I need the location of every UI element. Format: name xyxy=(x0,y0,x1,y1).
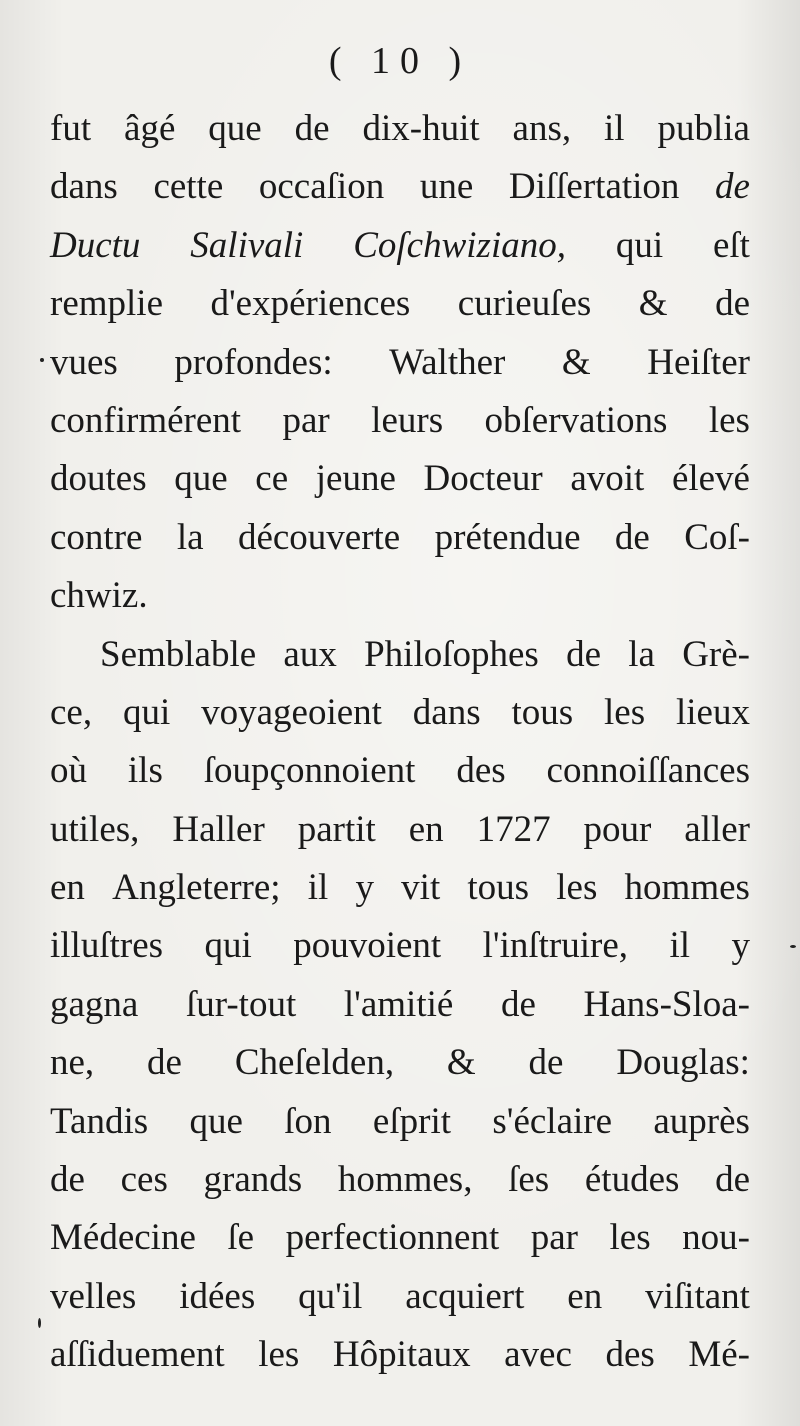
word: hommes xyxy=(624,867,750,909)
text-line xyxy=(50,801,750,859)
word: Coſ- xyxy=(684,516,750,558)
word: acquiert xyxy=(405,1275,525,1317)
word: dix-huit xyxy=(362,108,480,149)
text-line xyxy=(50,1151,750,1209)
word: qu'il xyxy=(298,1275,363,1317)
text-line xyxy=(50,976,750,1034)
word: avec xyxy=(504,1334,572,1376)
word: de xyxy=(715,166,750,208)
word: aux xyxy=(283,633,337,675)
word: Semblable xyxy=(100,633,257,675)
word: contre xyxy=(50,516,143,558)
word: ans, xyxy=(512,108,572,149)
word: en xyxy=(50,867,85,909)
word: ce, xyxy=(50,691,93,733)
word: âgé xyxy=(124,108,176,149)
word: dans xyxy=(412,691,481,733)
text-line xyxy=(50,1209,750,1267)
text-line xyxy=(50,1268,750,1326)
text-line xyxy=(50,626,750,684)
word: de xyxy=(500,983,536,1025)
word: 1727 xyxy=(476,808,551,850)
word: viſitant xyxy=(645,1275,750,1317)
word: que xyxy=(208,108,262,149)
word: avoit xyxy=(570,458,645,500)
word: Médecine xyxy=(50,1217,196,1259)
word: de xyxy=(294,108,330,149)
word: de xyxy=(50,1159,85,1201)
text-line xyxy=(50,1034,750,1092)
ink-speck xyxy=(790,945,796,948)
word: des xyxy=(605,1334,655,1376)
word: Mé- xyxy=(688,1334,750,1376)
word: ſur-tout xyxy=(186,983,297,1025)
ink-speck xyxy=(40,358,44,362)
word: utiles, xyxy=(50,808,140,850)
word: une xyxy=(419,166,474,208)
word: par xyxy=(282,399,330,441)
word: gagna xyxy=(50,983,139,1025)
word: aſſiduement xyxy=(50,1334,225,1376)
word: vit xyxy=(401,867,441,909)
word: ces xyxy=(120,1159,168,1201)
word: Heiſter xyxy=(647,341,750,383)
word: l'inſtruire, xyxy=(482,925,629,967)
word: aller xyxy=(684,808,750,850)
word: obſervations xyxy=(484,399,668,441)
text-line xyxy=(50,217,750,275)
word: s'éclaire xyxy=(492,1100,613,1142)
word: qui xyxy=(615,224,664,266)
word: il xyxy=(669,925,691,967)
word: jeune xyxy=(315,458,396,500)
text-line xyxy=(50,100,750,158)
text-line xyxy=(50,1326,750,1384)
word: que xyxy=(174,458,228,500)
word: l'amitié xyxy=(343,983,454,1025)
word: Cheſelden, xyxy=(234,1042,395,1084)
word: Douglas: xyxy=(616,1042,750,1084)
word: Tandis xyxy=(50,1100,149,1142)
word: Haller xyxy=(172,808,265,850)
word: Angleterre; xyxy=(112,867,281,909)
word: tous xyxy=(467,867,530,909)
word: partit xyxy=(297,808,376,850)
word: ne, xyxy=(50,1042,95,1084)
word: remplie xyxy=(50,283,164,325)
word: qui xyxy=(122,691,171,733)
word: que xyxy=(189,1100,243,1142)
word: nou- xyxy=(682,1217,750,1259)
word: en xyxy=(408,808,444,850)
word: Hôpitaux xyxy=(332,1334,471,1376)
text-line xyxy=(50,917,750,975)
word: eſprit xyxy=(372,1100,452,1142)
word: Coſchwiziano, xyxy=(353,224,566,266)
word: leurs xyxy=(371,399,444,441)
word: découverte xyxy=(237,516,401,558)
word: hommes, xyxy=(337,1159,473,1201)
text-line xyxy=(50,158,750,216)
word: les xyxy=(708,399,750,441)
word: lieux xyxy=(676,691,750,733)
word: chwiz. xyxy=(50,575,148,617)
ink-speck xyxy=(38,1318,41,1328)
word: & xyxy=(638,283,668,325)
word: de xyxy=(528,1042,564,1084)
word: y xyxy=(355,867,374,909)
word: Philoſophes xyxy=(364,633,539,675)
word: il xyxy=(604,108,625,149)
word: de xyxy=(566,633,602,675)
word: les xyxy=(609,1217,651,1259)
word: où xyxy=(50,750,87,792)
word: ſes xyxy=(508,1159,550,1201)
word: la xyxy=(628,633,655,675)
word: fut xyxy=(50,108,92,149)
word: ſoupçonnoient xyxy=(203,750,416,792)
word: il xyxy=(307,867,329,909)
word: confirmérent xyxy=(50,399,242,441)
word: pour xyxy=(583,808,652,850)
word: ils xyxy=(127,750,163,792)
word: illuſtres xyxy=(50,925,164,967)
word: velles xyxy=(50,1275,137,1317)
text-line xyxy=(50,1093,750,1151)
word: tous xyxy=(511,691,574,733)
word: d'expériences xyxy=(210,283,411,325)
word: Diſſertation xyxy=(508,166,680,208)
body-text xyxy=(50,100,750,1385)
word: élevé xyxy=(671,458,750,500)
word: occaſion xyxy=(258,166,385,208)
text-line xyxy=(50,392,750,450)
word: la xyxy=(176,516,204,558)
word: Hans-Sloa- xyxy=(583,983,750,1025)
word: idées xyxy=(179,1275,256,1317)
word: connoiſſances xyxy=(546,750,750,792)
text-line xyxy=(50,334,750,392)
word: eſt xyxy=(712,224,750,266)
text-line xyxy=(50,275,750,333)
word: ſon xyxy=(284,1100,332,1142)
text-line xyxy=(50,450,750,508)
word: cette xyxy=(153,166,224,208)
word: des xyxy=(456,750,506,792)
text-line xyxy=(50,509,750,567)
text-line xyxy=(50,742,750,800)
word: pouvoient xyxy=(293,925,442,967)
word: curieuſes xyxy=(457,283,592,325)
word: Grè- xyxy=(682,633,750,675)
word: publia xyxy=(657,108,750,149)
text-line xyxy=(50,859,750,917)
word: doutes xyxy=(50,458,147,500)
word: dans xyxy=(50,166,118,208)
word: Ductu xyxy=(50,224,141,266)
word: prétendue xyxy=(434,516,581,558)
word: les xyxy=(258,1334,300,1376)
word: & xyxy=(561,341,591,383)
word: auprès xyxy=(653,1100,750,1142)
word: par xyxy=(530,1217,578,1259)
text-line xyxy=(50,684,750,742)
word: perfectionnent xyxy=(285,1217,500,1259)
word: de xyxy=(147,1042,182,1084)
word: ſe xyxy=(227,1217,255,1259)
word: de xyxy=(715,283,750,325)
word: profondes: xyxy=(174,341,333,383)
word: qui xyxy=(204,925,252,967)
word: grands xyxy=(203,1159,303,1201)
text-line xyxy=(50,567,750,625)
word: vues xyxy=(50,341,118,383)
word: ce xyxy=(255,458,289,500)
word: les xyxy=(604,691,646,733)
word: en xyxy=(567,1275,603,1317)
page-number: ( 10 ) xyxy=(328,40,472,82)
word: Walther xyxy=(389,341,506,383)
word: Docteur xyxy=(423,458,543,500)
word: & xyxy=(446,1042,476,1084)
word: de xyxy=(614,516,650,558)
word: les xyxy=(556,867,598,909)
word: voyageoient xyxy=(201,691,382,733)
word: études xyxy=(584,1159,680,1201)
word: Salivali xyxy=(190,224,304,266)
word: de xyxy=(715,1159,750,1201)
word: y xyxy=(731,925,750,967)
